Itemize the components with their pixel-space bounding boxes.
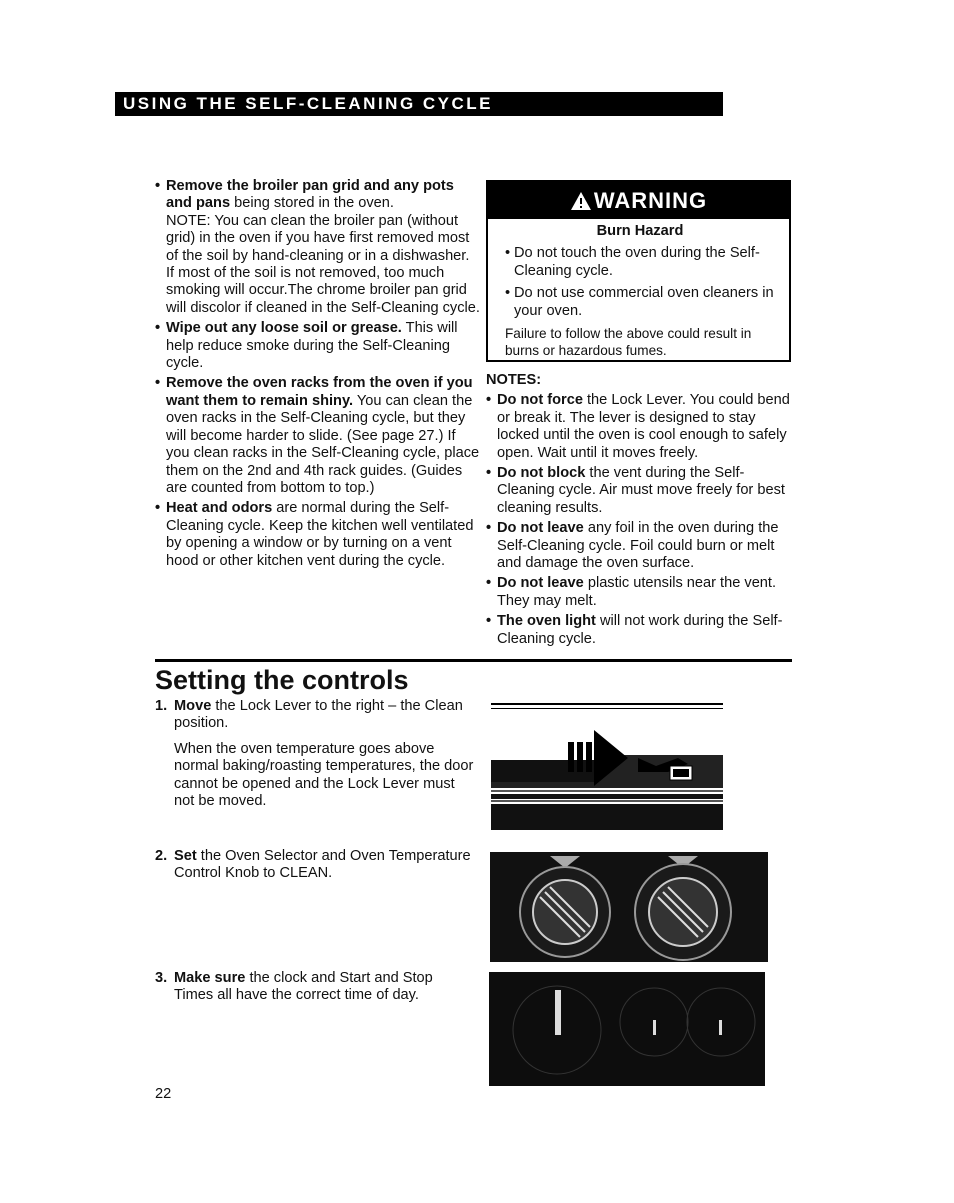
notes-list <box>486 372 796 651</box>
hazard-label: Burn Hazard <box>596 223 684 239</box>
broiler-note: NOTE: You can clean the broiler pan (without grid) in the oven if you have first removed most of the soil by hand-cleaning or in a dishwasher. If most of the soil is not removed, too much smoking will occur.The chrome broiler pan grid will discolor if cleaned in the Self-Cleaning cycle. <box>166 212 480 316</box>
list-item: • Remove the broiler pan grid and any pots and pans being stored in the oven. NOTE: You can clean the broiler pan (without grid) in the oven if you have first removed most of the soil by hand-cleaning or in a dishwasher. If most of the soil is not removed, too much smoking will occur.The chrome broiler pan grid will discolor if cleaned in the Self-Cleaning cycle. <box>155 178 480 317</box>
warning-footer: Failure to follow the above could result in burns or hazardous fumes. <box>505 326 752 359</box>
list-item: • The oven light will not work during the Self-Cleaning cycle. <box>486 613 796 648</box>
list-item: • Do not block the vent during the Self-Cleaning cycle. Air must move freely for best cleaning results. <box>486 465 796 517</box>
section-title: Setting the controls <box>155 665 409 695</box>
list-item: • Do not leave plastic utensils near the vent. They may melt. <box>486 575 796 610</box>
control-knobs-illustration <box>490 852 768 962</box>
clock-illustration <box>489 972 765 1086</box>
prep-list <box>155 178 480 573</box>
section-banner: USING THE SELF-CLEANING CYCLE <box>115 92 723 116</box>
list-item: • Do not leave any foil in the oven during the Self-Cleaning cycle. Foil could burn or melt and damage the oven surface. <box>486 520 796 572</box>
step-1: 1. Move the Lock Lever to the right – the Clean position. When the oven temperature goes above normal baking/roasting temperatures, the door cannot be opened and the Lock Lever must not be moved. <box>155 698 474 810</box>
step-2: 2. Set the Oven Selector and Oven Temperature Control Knob to CLEAN. <box>155 848 471 882</box>
step-note: When the oven temperature goes above normal baking/roasting temperatures, the door cannot be opened and the Lock Lever must not be moved. <box>174 740 474 810</box>
warning-triangle-icon <box>570 191 592 211</box>
list-item: • Wipe out any loose soil or grease. This will help reduce smoke during the Self-Cleaning cycle. <box>155 320 480 372</box>
list-item: • Do not force the Lock Lever. You could bend or break it. The lever is designed to stay locked until the oven is cool enough to safely open. Wait until it moves freely. <box>486 392 796 462</box>
oven-selector-knob-icon <box>520 867 610 957</box>
list-item: • Do not use commercial oven cleaners in your oven. <box>505 285 775 320</box>
temperature-knob-icon <box>635 864 731 960</box>
warning-box <box>486 180 791 362</box>
warning-header: WARNING <box>488 182 789 219</box>
step-3: 3. Make sure the clock and Start and Stop Times all have the correct time of day. <box>155 970 433 1004</box>
notes-title: NOTES: <box>486 372 542 388</box>
section-divider <box>155 659 792 662</box>
list-item: • Heat and odors are normal during the Self-Cleaning cycle. Keep the kitchen well ventilated by opening a window or by turning on a vent hood or other kitchen vent during the cycle. <box>155 500 480 570</box>
list-item: • Do not touch the oven during the Self-Cleaning cycle. <box>505 245 775 280</box>
page-number: 22 <box>155 1086 172 1102</box>
list-item: • Remove the oven racks from the oven if you want them to remain shiny. You can clean the oven racks in the Self-Cleaning cycle, but they will become harder to slide. (See page 27.) If you clean racks in the Self-Cleaning cycle, place them on the 2nd and 4th rack guides. (Guides are counted from bottom to top.) <box>155 375 480 497</box>
lock-lever-illustration <box>488 700 724 830</box>
